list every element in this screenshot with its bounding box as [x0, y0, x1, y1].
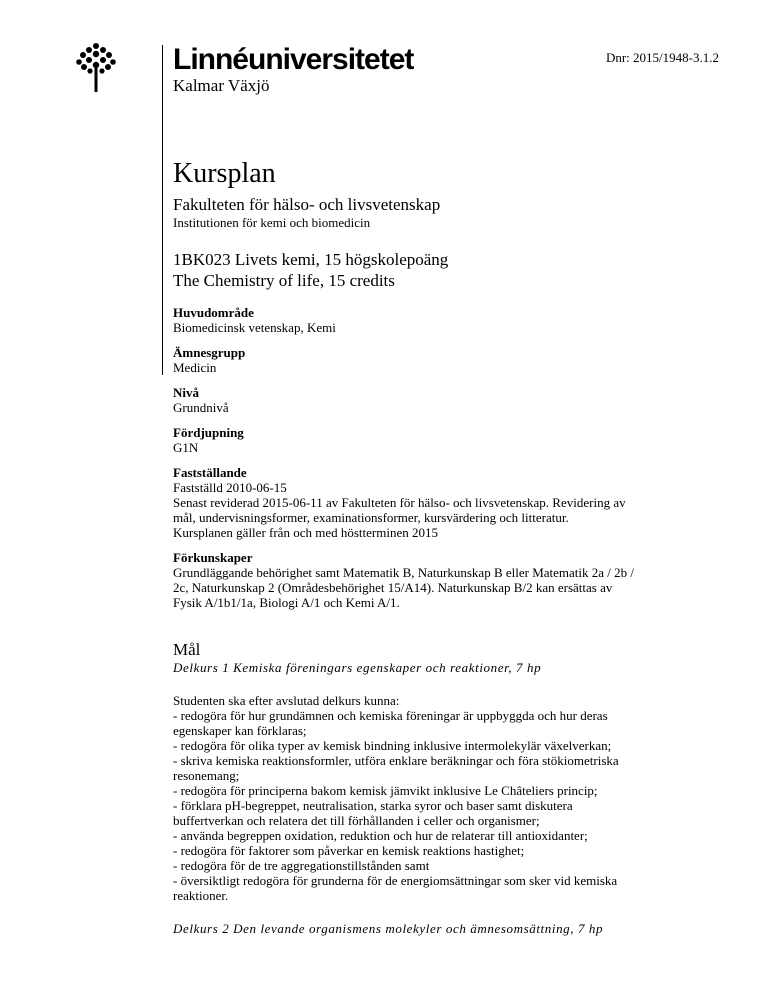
field-value-line: Fastställd 2010-06-15: [173, 480, 287, 495]
goal-line: - redogöra för hur grundämnen och kemiska föreningar är uppbyggda och hur deras: [173, 708, 608, 723]
field-value-line: Fysik A/1b1/1a, Biologi A/1 och Kemi A/1.: [173, 595, 400, 610]
goal-line: - redogöra för faktorer som påverkar en kemisk reaktions hastighet;: [173, 843, 525, 858]
tree-logo-icon: [76, 42, 116, 92]
field-label: Huvudområde: [173, 305, 254, 320]
course-title-english: The Chemistry of life, 15 credits: [173, 271, 395, 290]
field-section: [173, 345, 683, 375]
goal-line: - redogöra för principerna bakom kemisk jämvikt inklusive Le Châteliers princip;: [173, 783, 598, 798]
field-section: [173, 305, 683, 335]
field-value-line: 2c, Naturkunskap 2 (Områdesbehörighet 15/A14). Naturkunskap B/2 kan ersättas av: [173, 580, 613, 595]
course-fields: [173, 305, 683, 610]
goal-line: - redogöra för de tre aggregationstillstånden samt: [173, 858, 430, 873]
field-section: [173, 550, 683, 610]
field-value-line: Kursplanen gäller från och med höstterminen 2015: [173, 525, 438, 540]
brand-subtitle: Kalmar Växjö: [173, 76, 270, 95]
field-value-line: Senast reviderad 2015-06-11 av Fakulteten för hälso- och livsvetenskap. Revidering av: [173, 495, 626, 510]
goals-list: [173, 708, 683, 903]
field-value-line: G1N: [173, 440, 199, 455]
goal-line: - översiktligt redogöra för grunderna för de energiomsättningar som sker vid kemiska: [173, 873, 618, 888]
subcourse-2-heading: Delkurs 2 Den levande organismens molekyler och ämnesomsättning, 7 hp: [173, 921, 604, 936]
faculty: Fakulteten för hälso- och livsvetenskap: [173, 195, 441, 214]
field-value-line: Grundnivå: [173, 400, 229, 415]
field-label: Fastställande: [173, 465, 247, 480]
brand-name: Linnéuniversitetet: [173, 43, 414, 76]
goals-intro: Studenten ska efter avslutad delkurs kunna:: [173, 693, 400, 708]
field-section: [173, 425, 683, 455]
field-value-line: Grundläggande behörighet samt Matematik B, Naturkunskap B eller Matematik 2a / 2b /: [173, 565, 635, 580]
field-label: Fördjupning: [173, 425, 244, 440]
course-title-swedish: 1BK023 Livets kemi, 15 högskolepoäng: [173, 250, 449, 269]
document-content: [173, 157, 683, 936]
goal-line: - använda begreppen oxidation, reduktion och hur de relaterar till antioxidanter;: [173, 828, 588, 843]
document-number: Dnr: 2015/1948-3.1.2: [605, 50, 719, 65]
field-value-line: Medicin: [173, 360, 217, 375]
page-title: Kursplan: [173, 158, 276, 189]
goal-line: - förklara pH-begreppet, neutralisation, starka syror och baser samt diskutera: [173, 798, 573, 813]
field-section: [173, 385, 683, 415]
department: Institutionen för kemi och biomedicin: [173, 215, 371, 230]
field-value-line: mål, undervisningsformer, examinationsformer, kursvärdering och litteratur.: [173, 510, 569, 525]
goal-line: buffertverkan och relatera det till förhållanden i celler och organismer;: [173, 813, 540, 828]
field-label: Ämnesgrupp: [173, 345, 246, 360]
brand: [173, 44, 413, 96]
header-divider: [162, 45, 163, 375]
goal-line: resonemang;: [173, 768, 240, 783]
goal-line: egenskaper kan förklaras;: [173, 723, 307, 738]
field-section: [173, 465, 683, 540]
field-value-line: Biomedicinsk vetenskap, Kemi: [173, 320, 336, 335]
goals-heading: Mål: [173, 640, 201, 659]
goal-line: reaktioner.: [173, 888, 229, 903]
subcourse-1-heading: Delkurs 1 Kemiska föreningars egenskaper och reaktioner, 7 hp: [173, 660, 542, 675]
goal-line: - redogöra för olika typer av kemisk bindning inklusive intermolekylär växelverkan;: [173, 738, 612, 753]
goal-line: - skriva kemiska reaktionsformler, utföra enklare beräkningar och föra stökiometriska: [173, 753, 619, 768]
field-label: Förkunskaper: [173, 550, 253, 565]
field-label: Nivå: [173, 385, 199, 400]
